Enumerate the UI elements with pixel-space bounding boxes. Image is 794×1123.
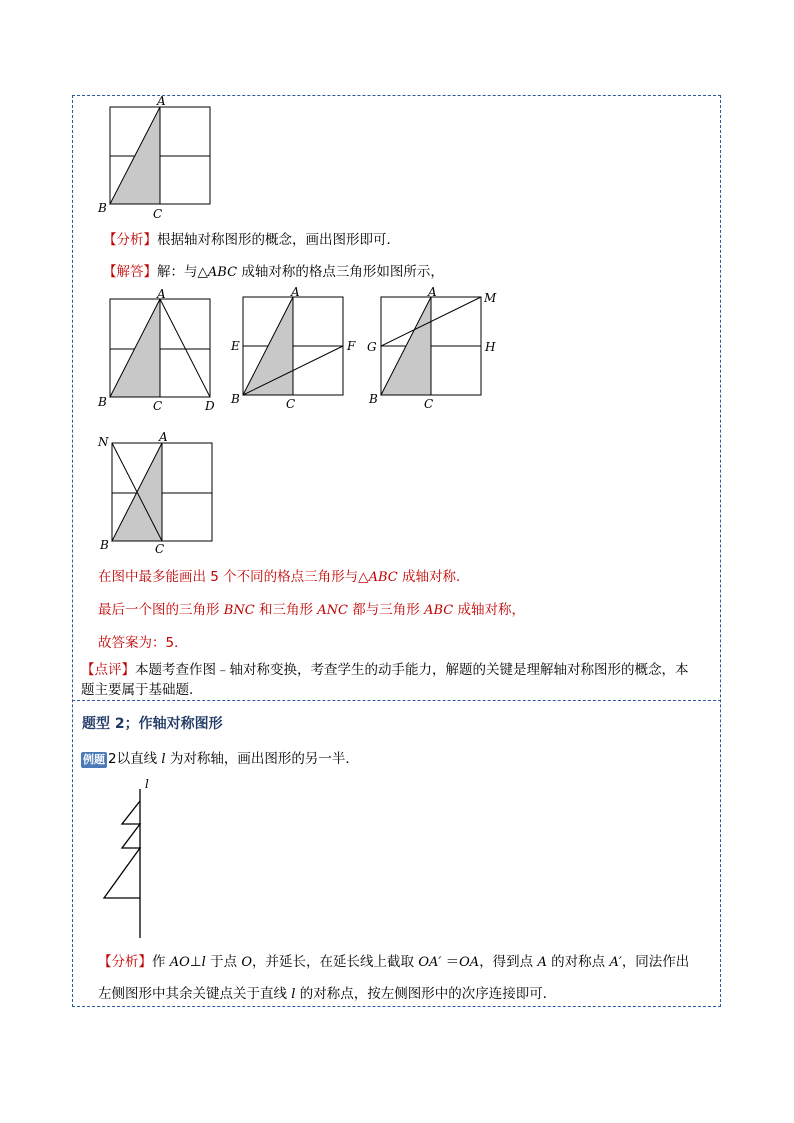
analysis-2-line-2: 左侧图形中其余关键点关于直线 l 的对称点，按左侧图形中的次序连接即可． xyxy=(98,986,557,1002)
figure-axis-zigzag xyxy=(98,776,168,942)
svg-text:G: G xyxy=(367,340,377,354)
svg-text:A: A xyxy=(291,285,300,299)
section-divider xyxy=(72,700,721,701)
comment-line-1: 【点评】本题考查作图﹣轴对称变换，考查学生的动手能力，解题的关键是理解轴对称图形的概念，本 xyxy=(81,662,689,678)
svg-text:B: B xyxy=(369,392,378,406)
svg-text:B: B xyxy=(100,538,109,552)
svg-text:E: E xyxy=(231,339,240,353)
svg-text:F: F xyxy=(347,339,356,353)
example-2-prompt: 例题 2以直线 l 为对称轴，画出图形的另一半． xyxy=(83,751,359,767)
svg-text:A: A xyxy=(159,430,168,444)
svg-text:D: D xyxy=(205,399,215,413)
figure-solution-abd xyxy=(95,288,225,416)
svg-text:C: C xyxy=(424,397,434,411)
svg-text:B: B xyxy=(98,201,107,215)
analysis-2-line-1: 【分析】作 AO⊥l 于点 O，并延长，在延长线上截取 OA′ ＝OA，得到点 A 的对称点 A′，同法作出 xyxy=(98,954,690,970)
solution-line-2: 最后一个图的三角形 BNC 和三角形 ANC 都与三角形 ABC 成轴对称， xyxy=(98,602,526,618)
svg-text:B: B xyxy=(98,395,107,409)
svg-text:H: H xyxy=(485,340,496,354)
svg-text:N: N xyxy=(98,435,109,449)
figure-solution-ef xyxy=(228,285,368,416)
example-badge: 例题 xyxy=(83,753,105,766)
answer-line: 故答案为：5． xyxy=(98,635,188,651)
svg-text:B: B xyxy=(231,392,240,406)
svg-text:A: A xyxy=(157,287,166,301)
svg-text:l: l xyxy=(145,777,149,791)
svg-text:C: C xyxy=(286,397,296,411)
svg-text:A: A xyxy=(157,94,166,108)
svg-text:M: M xyxy=(484,291,497,305)
svg-text:C: C xyxy=(155,542,165,556)
analysis-1: 【分析】根据轴对称图形的概念，画出图形即可． xyxy=(103,232,400,248)
svg-text:C: C xyxy=(153,399,163,413)
solution-intro: 【解答】解：与△ABC 成轴对称的格点三角形如图所示， xyxy=(103,264,444,280)
section-2-title: 题型 2；作轴对称图形 xyxy=(82,716,223,732)
figure-solution-gm xyxy=(366,285,506,416)
comment-line-2: 题主要属于基础题． xyxy=(81,682,203,698)
svg-text:A: A xyxy=(428,285,437,299)
solution-line-1: 在图中最多能画出 5 个不同的格点三角形与△ABC 成轴对称． xyxy=(98,569,470,585)
svg-text:C: C xyxy=(153,207,163,221)
figure-solution-n xyxy=(97,432,227,562)
figure-original-triangle xyxy=(95,96,225,222)
